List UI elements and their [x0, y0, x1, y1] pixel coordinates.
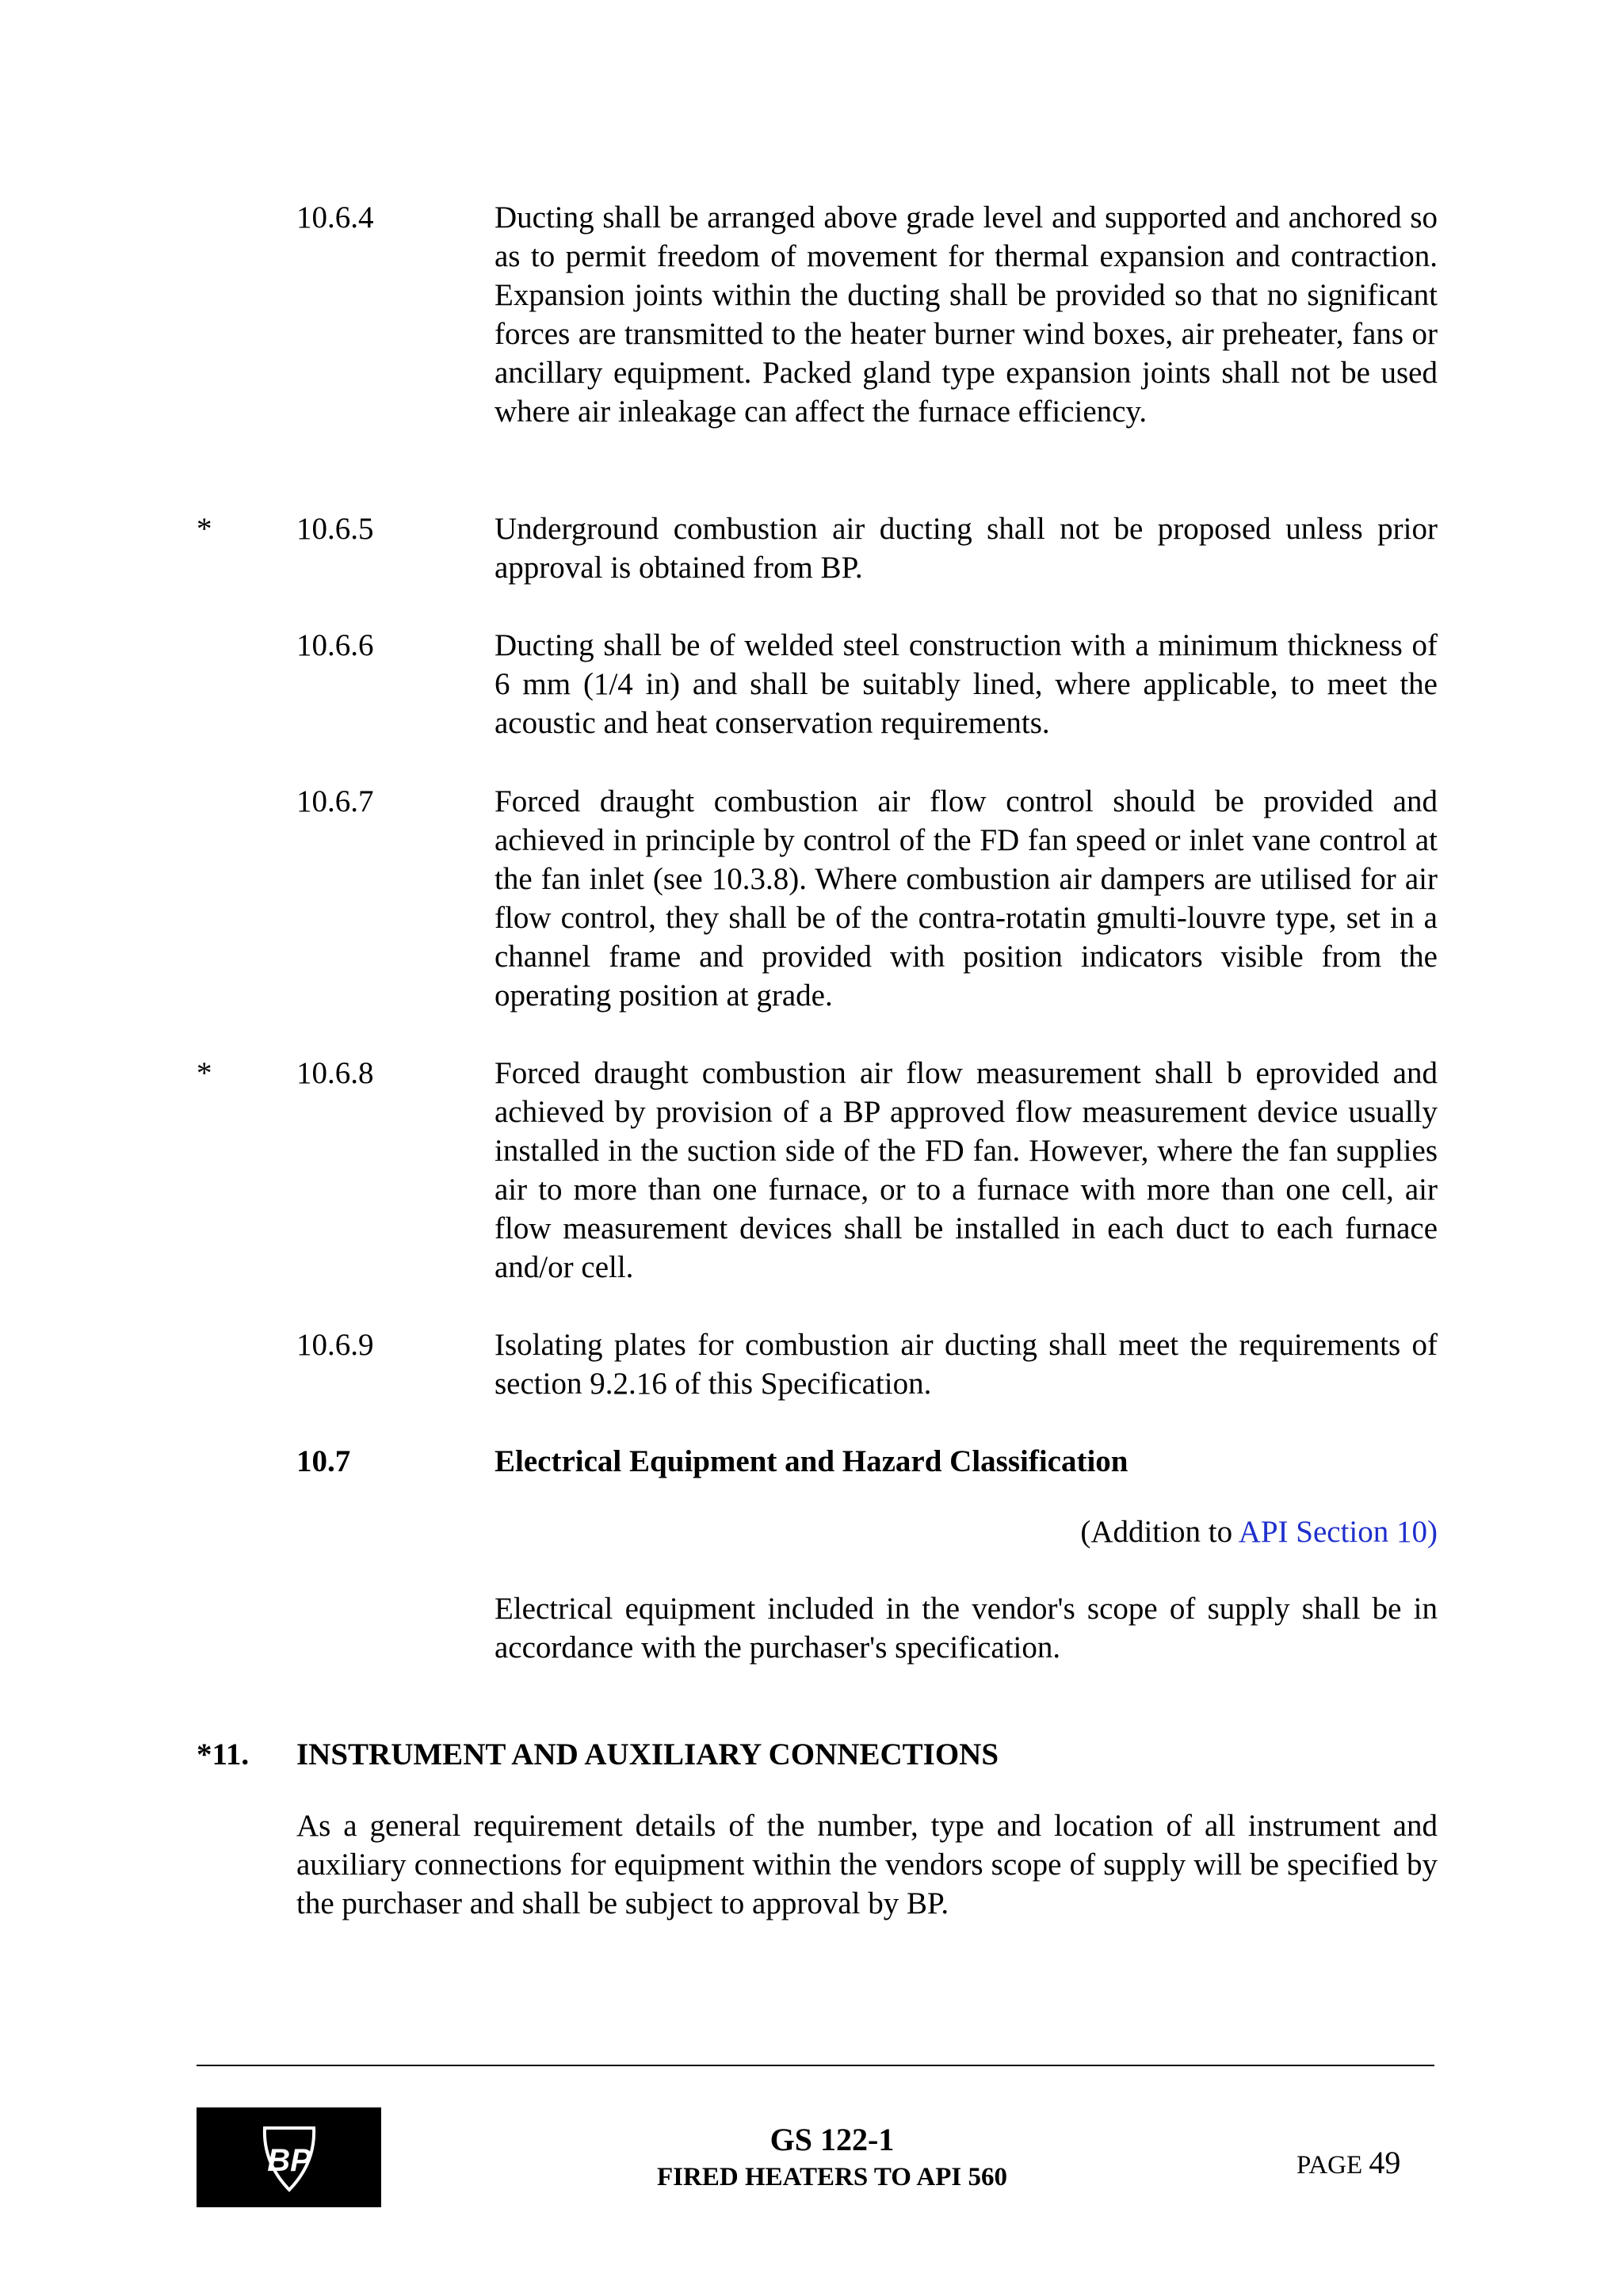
bp-shield-icon [197, 2107, 381, 2207]
api-section-link[interactable]: API Section 10) [1238, 1515, 1438, 1549]
bp-logo [197, 2107, 381, 2207]
clause-text: Ducting shall be of welded steel construction with a minimum thickness of 6 mm (1/4 in) and shall be suitably lined, where applicable, to meet the acoustic and heat conservation requirements. [495, 628, 1438, 740]
footer-title-block [555, 2120, 1109, 2195]
clause-number: 10.6.7 [296, 784, 374, 818]
page-number: 49 [1369, 2145, 1401, 2180]
clause-text: Underground combustion air ducting shall not be proposed unless prior approval is obtained from BP. [495, 512, 1438, 585]
document-title: FIRED HEATERS TO API 560 [657, 2163, 1007, 2191]
clause-text: Forced draught combustion air flow measurement shall b eprovided and achieved by provision of a BP approved flow measurement device usually installed in the suction side of the FD fan. However, where the fan supplies air to more than one furnace, or to a furnace with more than one cell, air flow measurement devices shall be installed in each duct to each furnace and/or cell. [495, 1056, 1438, 1284]
bp-logo-text: BP [267, 2143, 311, 2178]
api-reference [1080, 1512, 1438, 1551]
clause-number: 10.6.9 [296, 1328, 374, 1362]
change-marker: * [197, 512, 212, 546]
document-code: GS 122-1 [769, 2122, 895, 2157]
clause-text: Ducting shall be arranged above grade level and supported and anchored so as to permit freedom of movement for thermal expansion and contraction. Expansion joints within the ducting shall be provided so that no significant forces are transmitted to the heater burner wind boxes, air preheater, fans or ancillary equipment. Packed gland type expansion joints shall not be used where air inleakage can affect the furnace efficiency. [495, 200, 1438, 429]
section-title: Electrical Equipment and Hazard Classification [495, 1444, 1128, 1478]
api-reference-prefix: (Addition to [1080, 1515, 1233, 1549]
footer-divider [197, 2065, 1434, 2066]
clause-number: 10.6.4 [296, 200, 374, 235]
section-text: Electrical equipment included in the vendor's scope of supply shall be in accordance with the purchaser's specification. [495, 1592, 1438, 1665]
section-title: INSTRUMENT AND AUXILIARY CONNECTIONS [296, 1737, 999, 1772]
clause-number: 10.6.6 [296, 628, 374, 662]
section-11-text: As a general requirement details of the number, type and location of all instrument and auxiliary connections for equipment within the vendors scope of supply will be specified by the purchaser and shall be subject to approval by BP. [296, 1809, 1438, 1920]
clause-text: Isolating plates for combustion air ducting shall meet the requirements of section 9.2.16 of this Specification. [495, 1328, 1438, 1401]
clause-number: 10.6.8 [296, 1056, 374, 1090]
section-11-heading [197, 1735, 999, 1774]
change-marker: * [197, 1056, 212, 1090]
page-label: PAGE [1296, 2151, 1363, 2180]
section-number: 10.7 [296, 1444, 351, 1478]
clause-number: 10.6.5 [296, 512, 374, 546]
page-indicator [1296, 2145, 1400, 2183]
section-number: *11. [197, 1737, 250, 1772]
clause-text: Forced draught combustion air flow control should be provided and achieved in principle by control of the FD fan speed or inlet vane control at the fan inlet (see 10.3.8). Where combustion air dampers are utilised for air flow control, they shall be of the contra-rotatin gmulti-louvre type, set in a channel frame and provided with position indicators visible from the operating position at grade. [495, 784, 1438, 1013]
